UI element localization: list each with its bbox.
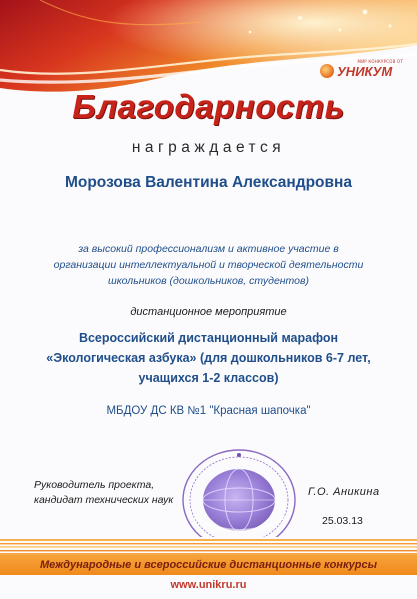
signer-role-line: кандидат технических наук [34,494,174,506]
recipient-name: Морозова Валентина Александровна [64,174,353,191]
unikum-logo [312,59,407,81]
logo-tagline: МИР КОНКУРСОВ ОТ [357,59,403,64]
reason-line: школьников (дошкольников, студентов) [107,275,310,287]
signer-role-line: Руководитель проекта, [34,479,155,491]
event-title-line: «Экологическая азбука» (для дошкольников 6-7 лет, [46,351,371,365]
certificate-subtitle: награждается [131,139,286,156]
event-title [30,328,387,388]
signer-name: Г.О. Аникина [308,486,380,498]
footer-band [0,555,417,575]
footer-band-text: Международные и всероссийские дистанционные конкурсы [39,559,378,571]
certificate-title: Благодарность [72,88,345,125]
event-type: дистанционное мероприятие [130,306,287,318]
signer-role [34,478,204,508]
reason-line: за высокий профессионализм и активное участие в [78,243,339,255]
issue-date: 25.03.13 [322,515,363,527]
website-link[interactable]: www.unikru.ru [170,579,247,591]
award-reason [30,241,387,289]
logo-brand: УНИКУМ [337,64,393,79]
organization-name: МБДОУ ДС КВ №1 "Красная шапочка" [106,405,311,417]
event-title-line: Всероссийский дистанционный марафон [78,331,339,345]
reason-line: организации интеллектуальной и творческой деятельности [53,259,364,271]
decorative-stripes [0,537,417,557]
logo-mark-icon [320,64,334,78]
event-title-line: учащихся 1-2 классов) [138,371,279,385]
